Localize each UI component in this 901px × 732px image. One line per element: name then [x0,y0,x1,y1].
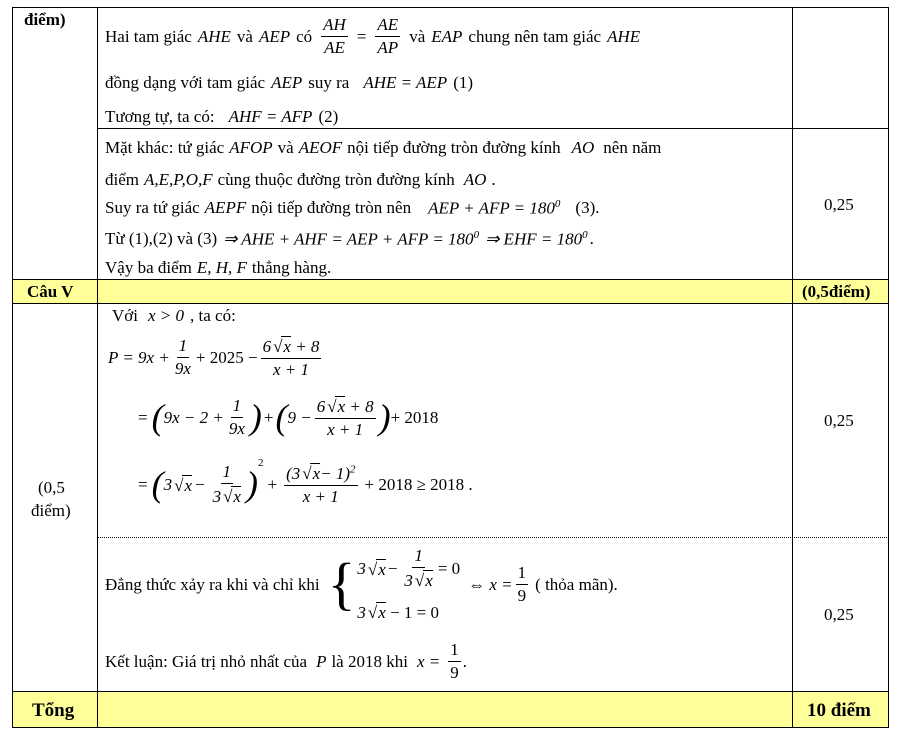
total-label: Tổng [32,700,75,721]
total-band [12,691,888,727]
section-v-score: (0,5điểm) [802,282,871,301]
row-label-v-2: điểm) [31,501,71,520]
block4-conclusion: Kết luận: Giá trị nhỏ nhất của P là 2018 khi x = $\frac{1}{9}$ . [105,639,467,682]
block4-condition: Đẳng thức xảy ra khi và chỉ khi { 3 √ x − $\frac{1}{3√ x}$ = 0 3√ x − 1 = 0 ⇔ x = $\frac{1}{9}$ ( thỏa mãn). [105,542,618,626]
block2-score: 0,25 [824,195,854,214]
row-label-top: điểm) [24,10,66,29]
block4-score: 0,25 [824,605,854,624]
block2-line2: điểm A,E,P,O,F cùng thuộc đường tròn đường kính AO . [105,170,496,189]
total-score: 10 điểm [807,700,871,721]
block2-line5: Vậy ba điểm E, H, F thẳng hàng. [105,258,332,277]
block3-step2: = ( 9x − 2 + $\frac{1}{9x}$ ) + ( 9 − $\frac{6√ x + 8}{x + 1}$ ) + 2018 [138,393,438,441]
block1-line2: đồng dạng với tam giác AEP suy ra AHE = AEP (1) [105,73,474,92]
block2-line4: Từ (1),(2) và (3) ⇒ AHE + AHF = AEP + AFP = $180^0$ ⇒ EHF = $180^0$ . [105,229,594,249]
block1-line3: Tương tự, ta có: AHF = AFP (2) [105,107,339,126]
row-label-v-1: (0,5 [38,478,65,497]
block1-line1: Hai tam giác AHE và AEP có $\frac{AH}{AE}$ = $\frac{AE}{AP}$ và EAP chung nên tam giác AHE [105,14,641,57]
block2-line1: Mặt khác: tứ giác AFOP và AEOF nội tiếp đường tròn đường kính AO nên năm [105,138,662,157]
section-v-band [12,279,888,303]
block3-intro: Với x > 0 , ta có: [112,306,236,325]
block3-p-definition: P = 9x + $\frac{1}{9x}$ + 2025 − $\frac{6√ x + 8}{x + 1}$ [108,333,324,381]
block2-line3: Suy ra tứ giác AEPF nội tiếp đường tròn nên AEP + AFP = $180^0$ (3). [105,198,600,218]
block3-step3: = ( 3 √ x − $\frac{1}{3√ x}$ ) $^2$ + $\frac{(3√ x- 1)^2}{x + 1}$ + 2018 ≥ 2018 . [138,458,473,510]
section-v-label: Câu V [27,282,74,301]
block3-score: 0,25 [824,411,854,430]
